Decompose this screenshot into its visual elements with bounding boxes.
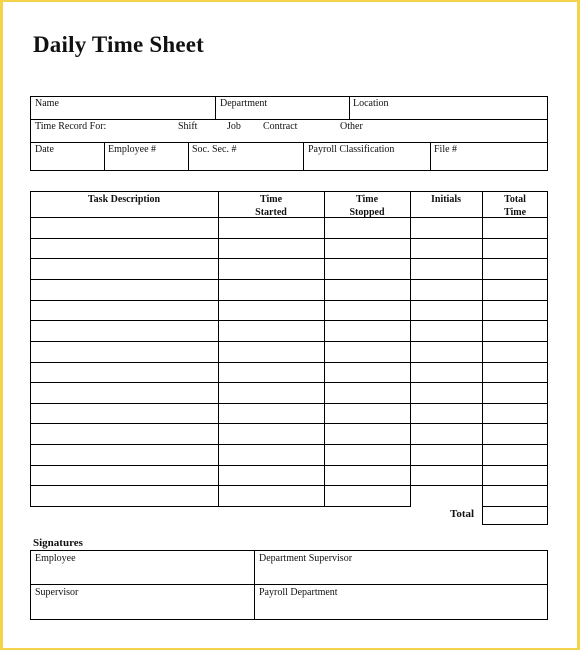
signatures-title: Signatures — [33, 537, 83, 549]
total-label: Total — [450, 508, 475, 520]
location-field-label: Location — [353, 98, 389, 109]
col-time-stopped: Time Stopped — [349, 194, 385, 218]
table-row — [30, 258, 548, 259]
table-row — [30, 238, 548, 239]
table-row — [30, 341, 548, 342]
table-row — [30, 300, 548, 301]
shift-option: Shift — [178, 121, 198, 132]
time-sheet-page — [3, 2, 577, 648]
table-row — [30, 362, 548, 363]
department-field-label: Department — [220, 98, 268, 109]
time-record-for-label: Time Record For: — [35, 121, 107, 132]
name-field-label: Name — [35, 98, 59, 109]
file-number-label: File # — [434, 144, 458, 155]
job-option: Job — [227, 121, 241, 132]
employee-number-label: Employee # — [108, 144, 157, 155]
date-field-label: Date — [35, 144, 54, 155]
table-row — [30, 279, 548, 280]
task-table — [30, 191, 548, 525]
payroll-classification-label: Payroll Classification — [308, 144, 395, 155]
table-row — [30, 320, 548, 321]
table-row — [30, 382, 548, 383]
table-row — [30, 403, 548, 404]
col-initials: Initials — [430, 194, 461, 205]
payroll-department-signature-label: Payroll Department — [259, 587, 338, 598]
other-option: Other — [340, 121, 363, 132]
table-row — [30, 465, 548, 466]
soc-sec-label: Soc. Sec. # — [192, 144, 237, 155]
table-row — [30, 423, 548, 424]
table-row — [30, 485, 548, 486]
employee-signature-label: Employee — [35, 553, 76, 564]
col-time-started: Time Started — [255, 194, 287, 218]
contract-option: Contract — [263, 121, 298, 132]
table-row — [30, 444, 548, 445]
col-task-description: Task Description — [87, 194, 161, 205]
supervisor-signature-label: Supervisor — [35, 587, 79, 598]
header-info-box — [30, 96, 548, 171]
department-supervisor-signature-label: Department Supervisor — [259, 553, 353, 564]
col-total-time: Total Time — [503, 194, 527, 218]
page-title: Daily Time Sheet — [33, 32, 205, 57]
